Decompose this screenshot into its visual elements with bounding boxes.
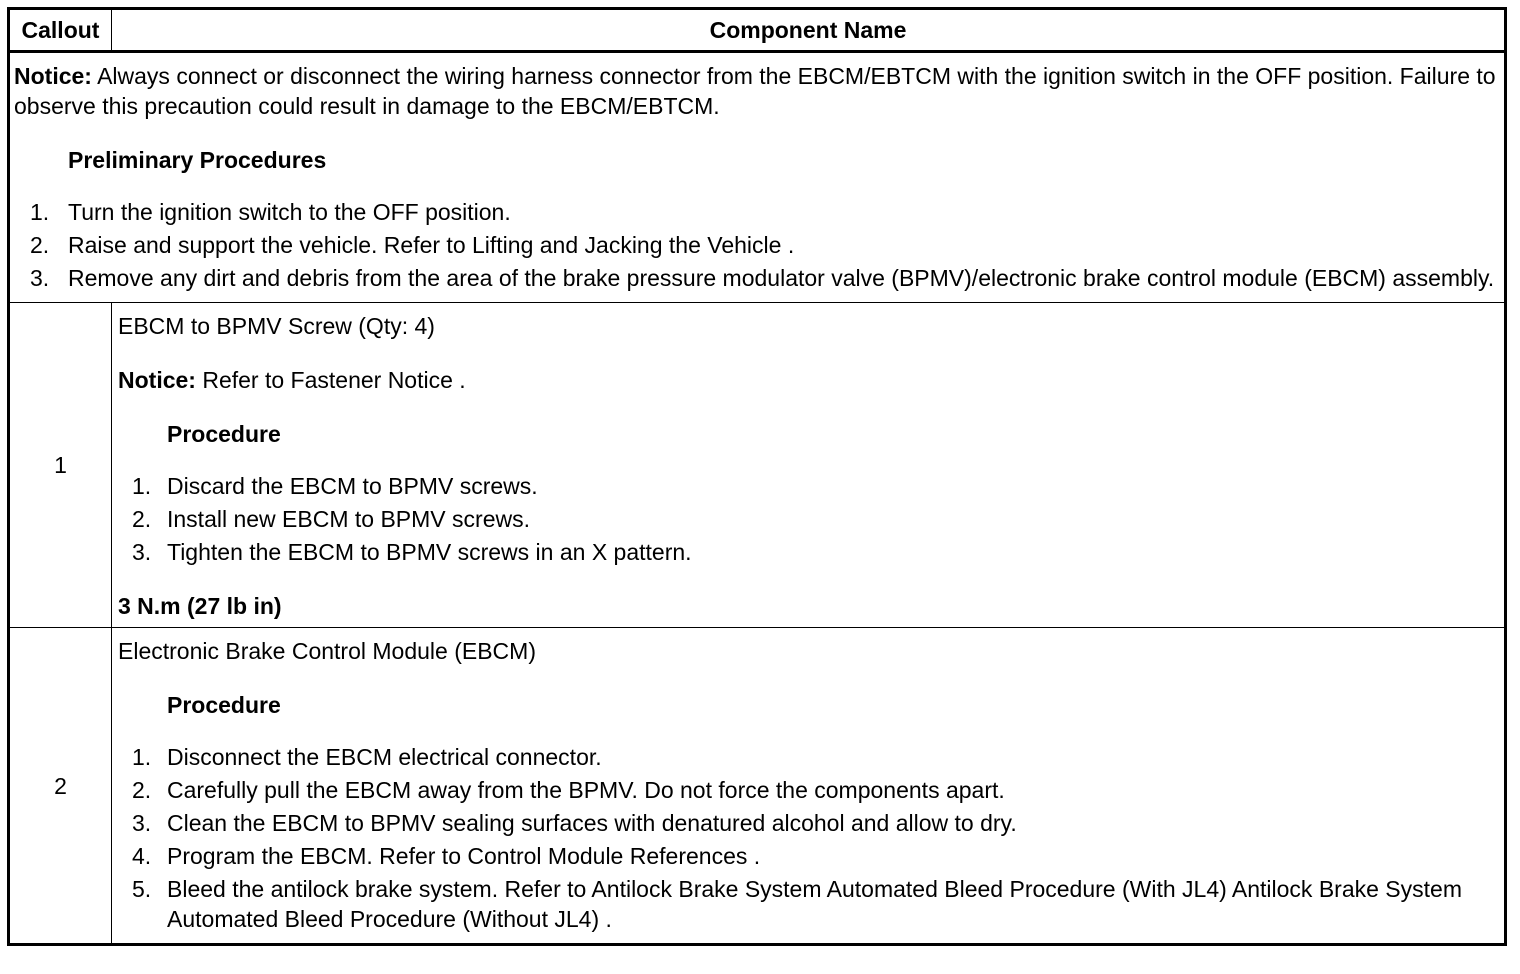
component-name-header: Component Name bbox=[112, 9, 1506, 52]
component-title: EBCM to BPMV Screw (Qty: 4) bbox=[118, 313, 435, 339]
list-item bbox=[118, 874, 1498, 934]
step-text: Turn the ignition switch to the OFF position. bbox=[68, 199, 511, 225]
step-text: Install new EBCM to BPMV screws. bbox=[167, 506, 530, 532]
header-row bbox=[9, 9, 1506, 52]
procedure-heading: Procedure bbox=[167, 421, 281, 447]
step-text: Bleed the antilock brake system. Refer to Antilock Brake System Automated Bleed Procedure (With JL4) Antilock Brake System Automated Bleed Procedure (Without JL4) . bbox=[167, 876, 1462, 932]
list-item bbox=[14, 230, 1500, 260]
notice-label: Notice: bbox=[118, 367, 196, 393]
procedure-heading: Procedure bbox=[167, 692, 281, 718]
notice-label: Notice: bbox=[14, 63, 92, 89]
component-cell bbox=[112, 303, 1506, 628]
step-number: 3. bbox=[132, 810, 152, 836]
list-item bbox=[118, 841, 1498, 871]
intro-notice bbox=[14, 61, 1500, 121]
table-row bbox=[9, 628, 1506, 945]
step-number: 5. bbox=[132, 876, 152, 902]
step-text: Program the EBCM. Refer to Control Module References . bbox=[167, 843, 761, 869]
procedure-steps-list bbox=[118, 471, 1498, 567]
step-text: Raise and support the vehicle. Refer to Lifting and Jacking the Vehicle . bbox=[68, 232, 795, 258]
component-title: Electronic Brake Control Module (EBCM) bbox=[118, 638, 536, 664]
procedure-steps-list bbox=[118, 742, 1498, 934]
step-text: Tighten the EBCM to BPMV screws in an X pattern. bbox=[167, 539, 692, 565]
intro-cell bbox=[9, 52, 1506, 303]
notice-text: Always connect or disconnect the wiring harness connector from the EBCM/EBTCM with the ignition switch in the OFF position. Failure to observe this precaution could result in damage to the EBCM/EBTCM. bbox=[14, 63, 1496, 119]
step-text: Clean the EBCM to BPMV sealing surfaces with denatured alcohol and allow to dry. bbox=[167, 810, 1017, 836]
list-item bbox=[118, 775, 1498, 805]
list-item bbox=[118, 504, 1498, 534]
step-text: Disconnect the EBCM electrical connector. bbox=[167, 744, 602, 770]
list-item bbox=[118, 808, 1498, 838]
preliminary-steps-list bbox=[14, 197, 1500, 293]
step-text: Remove any dirt and debris from the area of the brake pressure modulator valve (BPMV)/electronic brake control module (EBCM) assembly. bbox=[68, 265, 1495, 291]
intro-row bbox=[9, 52, 1506, 303]
step-text: Carefully pull the EBCM away from the BPMV. Do not force the components apart. bbox=[167, 777, 1005, 803]
step-number: 2. bbox=[132, 506, 152, 532]
preliminary-procedures-heading: Preliminary Procedures bbox=[68, 147, 327, 173]
callout-cell: 1 bbox=[9, 303, 112, 628]
step-number: 1. bbox=[132, 744, 152, 770]
list-item bbox=[118, 742, 1498, 772]
list-item bbox=[14, 263, 1500, 293]
step-text: Discard the EBCM to BPMV screws. bbox=[167, 473, 538, 499]
list-item bbox=[118, 471, 1498, 501]
step-number: 1. bbox=[30, 199, 50, 225]
step-number: 3. bbox=[132, 539, 152, 565]
component-cell bbox=[112, 628, 1506, 945]
torque-spec: 3 N.m (27 lb in) bbox=[118, 593, 282, 619]
list-item bbox=[14, 197, 1500, 227]
component-notice bbox=[118, 365, 1498, 395]
step-number: 3. bbox=[30, 265, 50, 291]
table-row bbox=[9, 303, 1506, 628]
step-number: 1. bbox=[132, 473, 152, 499]
callout-cell: 2 bbox=[9, 628, 112, 945]
component-table bbox=[7, 7, 1507, 946]
step-number: 4. bbox=[132, 843, 152, 869]
step-number: 2. bbox=[30, 232, 50, 258]
callout-header: Callout bbox=[9, 9, 112, 52]
step-number: 2. bbox=[132, 777, 152, 803]
list-item bbox=[118, 537, 1498, 567]
notice-text: Refer to Fastener Notice . bbox=[195, 367, 466, 393]
